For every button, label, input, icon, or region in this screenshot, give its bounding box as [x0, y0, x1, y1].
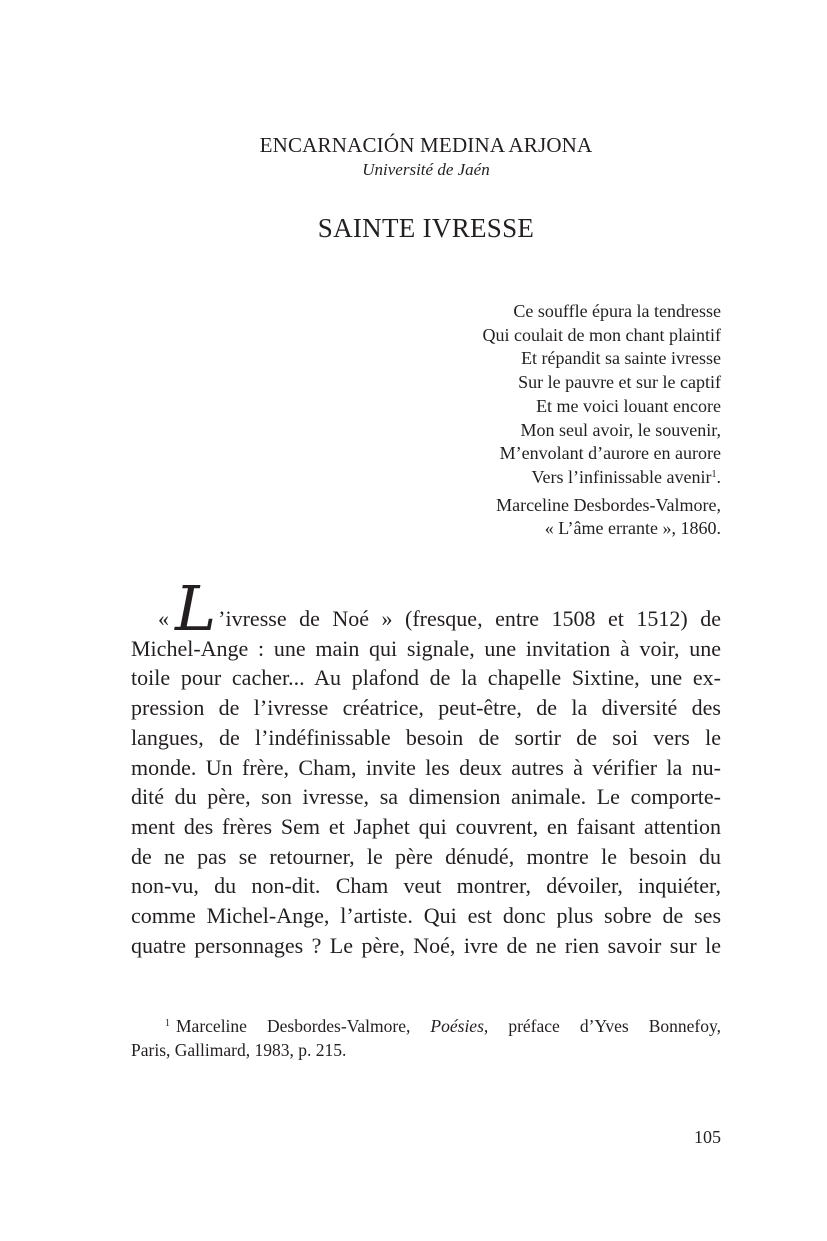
- attribution-author: Marceline Desbordes-Valmore,: [496, 494, 721, 515]
- body-line: comme Michel-Ange, l’artiste. Qui est donc plus sobre de ses: [131, 903, 721, 929]
- page-number: 105: [694, 1127, 721, 1147]
- body-line: [131, 572, 721, 645]
- author-affiliation: Université de Jaén: [362, 160, 490, 179]
- footnote-line: [131, 1015, 721, 1039]
- footnote: [131, 1015, 721, 1062]
- first-line-text: ’ivresse de Noé » (fresque, entre 1508 et 1512) de: [218, 606, 721, 631]
- body-line: dité du père, son ivresse, sa dimension animale. Le comporte-: [131, 784, 721, 810]
- body-line: non-vu, du non-dit. Cham veut montrer, dévoiler, inquiéter,: [131, 873, 721, 899]
- footnote-reference[interactable]: 1: [711, 468, 717, 480]
- body-line: quatre personnages ? Le père, Noé, ivre de ne rien savoir sur le: [131, 932, 721, 958]
- epigraph-verse-last: [483, 466, 721, 490]
- footnote-work-title: Poésies: [430, 1016, 484, 1036]
- author-name: ENCARNACIÓN MEDINA ARJONA: [259, 133, 593, 157]
- body-line: langues, de l’indéfinissable besoin de sortir de soi vers le: [131, 724, 721, 750]
- epigraph-verse: M’envolant d’aurore en aurore: [499, 443, 721, 464]
- epigraph-verse: Qui coulait de mon chant plaintif: [482, 324, 721, 345]
- epigraph-verse-text: Vers l’infinissable avenir: [531, 466, 712, 487]
- epigraph-verse: Sur le pauvre et sur le captif: [518, 372, 721, 393]
- epigraph-verse: Et répandit sa sainte ivresse: [521, 348, 721, 369]
- chapter-title: SAINTE IVRESSE: [317, 213, 535, 243]
- body-line: monde. Un frère, Cham, invite les deux autres à vérifier la nu-: [131, 754, 721, 780]
- epigraph-verse: Ce souffle épura la tendresse: [513, 301, 721, 321]
- body-paragraph: [131, 572, 721, 960]
- epigraph-verse: Et me voici louant encore: [536, 395, 721, 416]
- footnote-line: Paris, Gallimard, 1983, p. 215.: [131, 1039, 347, 1060]
- body-line: ment des frères Sem et Japhet qui couvrent, en faisant attention: [131, 813, 721, 839]
- body-line: pression de l’ivresse créatrice, peut-être, de la diversité des: [131, 695, 721, 721]
- footnote-author: Marceline Desbordes-Valmore,: [176, 1016, 431, 1036]
- epigraph: [483, 300, 721, 541]
- footnote-details: , préface d’Yves Bonnefoy,: [483, 1016, 721, 1036]
- footnote-mark: 1: [165, 1018, 170, 1029]
- opening-quote: «: [158, 606, 169, 631]
- attribution-source: « L’âme errante », 1860.: [544, 518, 721, 539]
- body-line: Michel-Ange : une main qui signale, une invitation à voir, une: [131, 635, 721, 661]
- drop-cap: L: [175, 572, 217, 645]
- body-line: de ne pas se retourner, le père dénudé, montre le besoin du: [131, 843, 721, 869]
- verse-period: .: [716, 466, 721, 487]
- body-line: toile pour cacher... Au plafond de la chapelle Sixtine, une ex-: [131, 665, 721, 691]
- epigraph-attribution: [483, 494, 721, 541]
- epigraph-verse: Mon seul avoir, le souvenir,: [520, 419, 721, 440]
